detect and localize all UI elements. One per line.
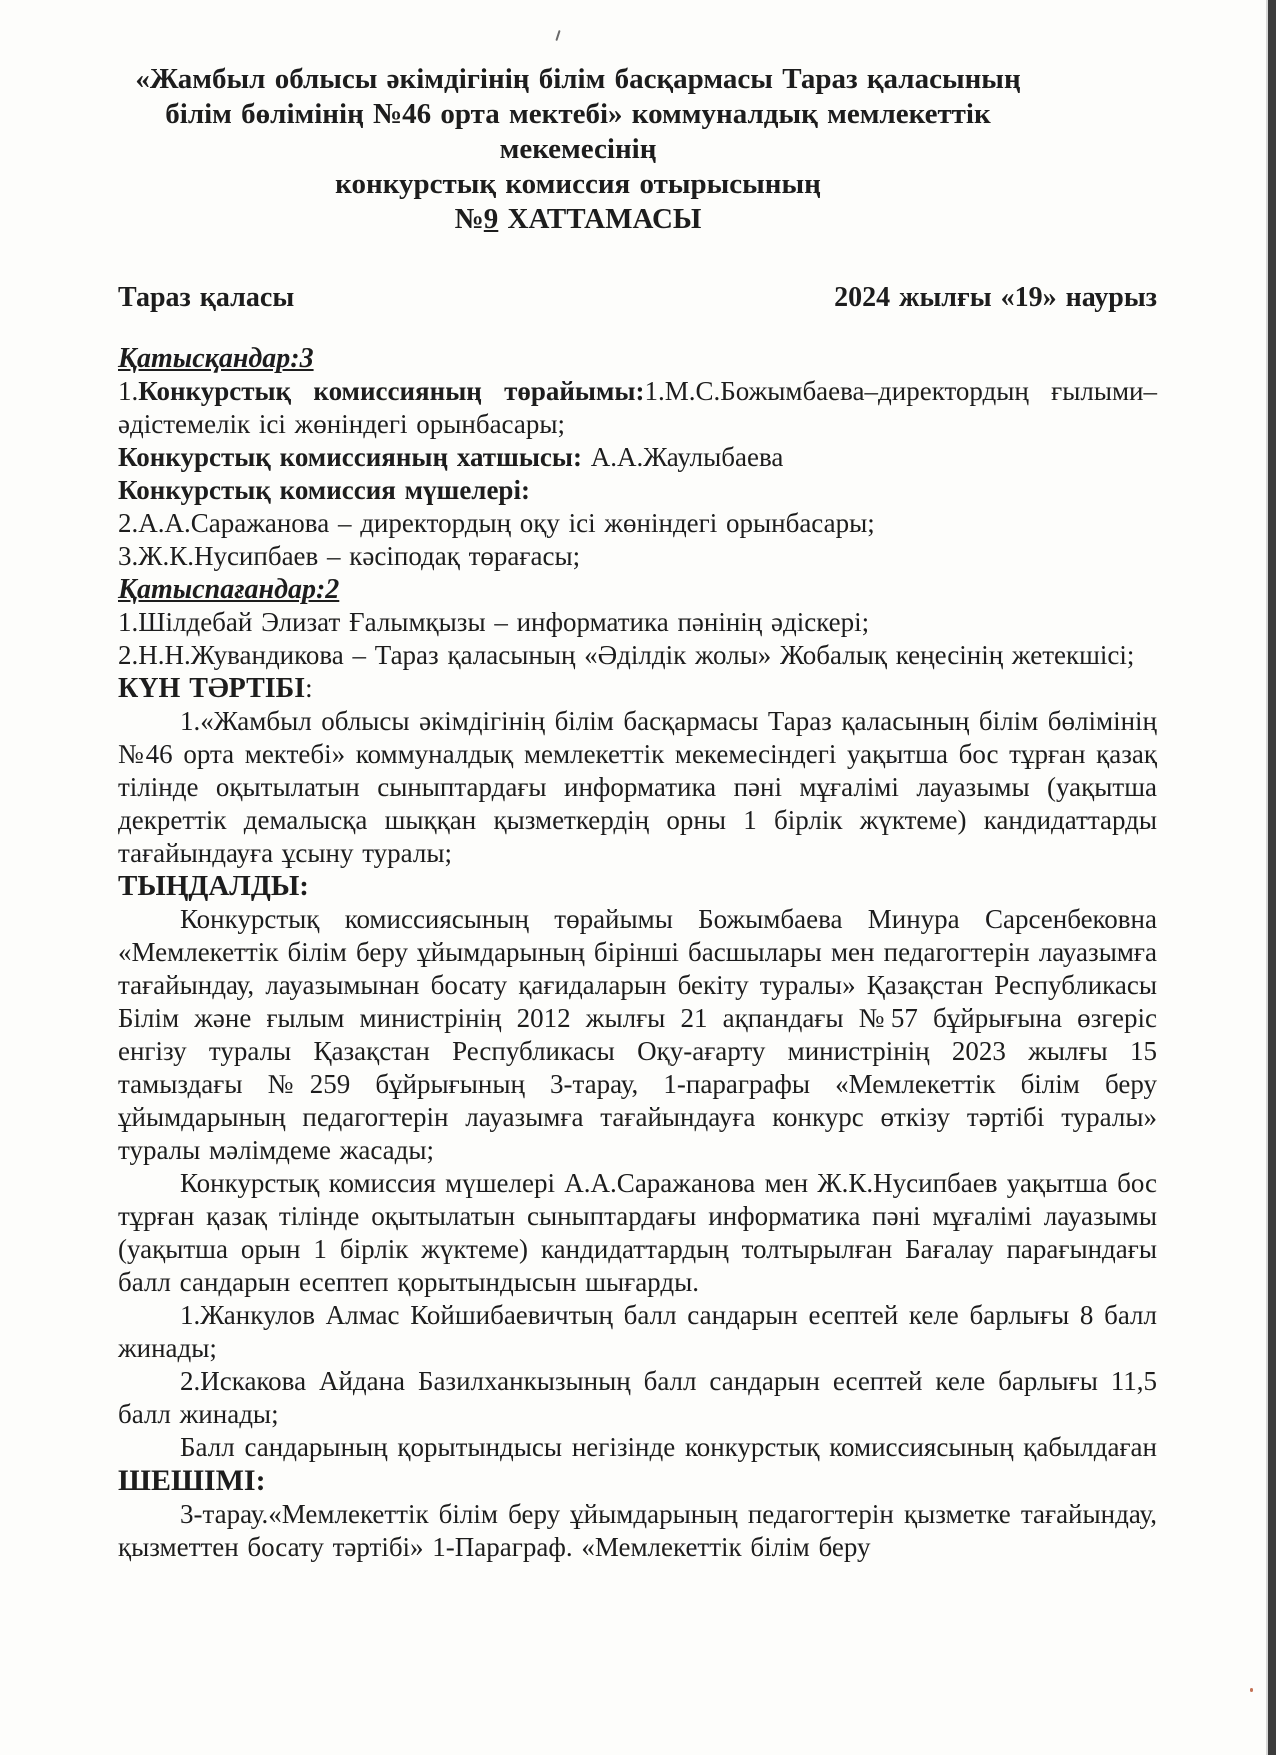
document-content (118, 62, 1157, 1564)
heard-paragraph-2: Конкурстық комиссия мүшелері А.А.Саражанова мен Ж.К.Нусипбаев уақытша бос тұрған қазақ тілінде оқытылатын сыныптардағы информатика пәні мұғалімі лауазымы (уақытша орын 1 бірлік жүктеме) кандидаттардың толтырылған Бағалау парағындағы балл сандарын есептеп қорытындысын шығарды. (118, 1168, 1157, 1297)
place-date-row (118, 281, 1157, 314)
scan-speck-top (555, 30, 560, 41)
document-title (118, 62, 1038, 237)
members-heading-line (118, 474, 1157, 507)
agenda-heading-colon: : (305, 673, 313, 703)
protocol-word: ХАТТАМАСЫ (498, 203, 702, 235)
scan-edge-strip (1268, 0, 1276, 1755)
scan-speck-bottom (1250, 1688, 1253, 1692)
heard-heading: ТЫҢДАЛДЫ: (118, 870, 309, 902)
heard-paragraph-1: Конкурстық комиссиясының төрайымы Божымбаева Минура Сарсенбековна «Мемлекеттік білім беру ұйымдарының бірінші басшылары мен педагогтерін лауазымға тағайындау, лауазымынан босату қағидаларын бекіту туралы» Қазақстан Республикасы Білім және ғылым министрінің 2012 жылғы 21 ақпандағы №57 бұйрығына өзгеріс енгізу туралы Қазақстан Республикасы Оқу-ағарту министрінің 2023 жылғы 15 тамыздағы №259 бұйрығының 3-тарау, 1-параграфы «Мемлекеттік білім беру ұйымдарының педагогтерін лауазымға тағайындауға конкурс өткізу тәртібі туралы» туралы мәлімдеме жасады; (118, 904, 1157, 1165)
title-line-3: конкурстық комиссия отырысының (335, 168, 821, 200)
chair-label: Конкурстық комиссияның төрайымы: (138, 376, 645, 406)
agenda-heading: КҮН ТӘРТІБІ (118, 673, 306, 704)
member-2-line: 2.А.А.Саражанова – директордың оқу ісі жөніндегі орынбасары; (118, 508, 875, 538)
decision-paragraph: 3-тарау.«Мемлекеттік білім беру ұйымдарының педагогтерін қызметке тағайындау, қызметтен босату тәртібі» 1-Параграф. «Мемлекеттік білім беру (118, 1499, 1157, 1562)
chair-value: 1.М.С.Божымбаева–директордың ғылыми–әдістемелік ісі жөніндегі орынбасары; (118, 376, 1157, 439)
secretary-label: Конкурстық комиссияның хатшысы: (118, 442, 582, 472)
protocol-number: 9 (483, 203, 499, 235)
score-result-2: 2.Искакова Айдана Базилханкызының балл сандарын есептей келе барлығы 11,5 балл жинады; (118, 1366, 1157, 1429)
participants-heading-line (118, 342, 1157, 375)
score-result-1: 1.Жанкулов Алмас Койшибаевичтың балл сандарын есептей келе барлығы 8 балл жинады; (118, 1300, 1157, 1363)
decision-word: ШЕШІМІ: (118, 1464, 266, 1497)
secretary-line (118, 441, 1157, 474)
absent-item-2: 2.Н.Н.Жувандикова – Тараз қаласының «Әділдік жолы» Жобалық кеңесінің жетекшісі; (118, 640, 1135, 670)
members-label: Конкурстық комиссия мүшелері: (118, 475, 530, 505)
absent-item-1: 1.Шілдебай Элизат Ғалымқызы – информатика пәнінің әдіскері; (118, 607, 870, 637)
agenda-item-1: 1.«Жамбыл облысы әкімдігінің білім басқармасы Тараз қаласының білім бөлімінің №46 орта мектебі» коммуналдық мемлекеттік мекемесіндегі уақытша бос тұрған қазақ тілінде оқытылатын сыныптардағы информатика пәні мұғалімі лауазымы (уақытша декреттік демалысқа шыққан қызметкердің орны 1 бірлік жүктеме) кандидаттарды тағайындауға ұсыну туралы; (118, 706, 1157, 868)
title-line-1: «Жамбыл облысы әкімдігінің білім басқармасы Тараз қаласының (135, 63, 1021, 95)
decision-intro-line (118, 1431, 1157, 1498)
absent-heading-line (118, 573, 1157, 606)
heard-heading-line (118, 870, 1157, 903)
protocol-number-line (118, 202, 1038, 237)
chair-line (118, 375, 1157, 441)
chair-prefix: 1. (118, 376, 139, 406)
absent-heading: Қатыспағандар:2 (118, 574, 340, 605)
secretary-value: А.А.Жаулыбаева (581, 442, 784, 472)
member-3-line: 3.Ж.К.Нусипбаев – кәсіподақ төрағасы; (118, 541, 581, 571)
protocol-prefix: № (454, 203, 484, 235)
date-label: 2024 жылғы «19» наурыз (834, 282, 1157, 313)
agenda-heading-line (118, 672, 1157, 705)
place-label: Тараз қаласы (118, 282, 295, 313)
decision-intro: Балл сандарының қорытындысы негізінде конкурстық комиссиясының қабылдаған (180, 1432, 1157, 1462)
participants-heading: Қатысқандар:3 (118, 343, 314, 374)
title-line-2: білім бөлімінің №46 орта мектебі» коммуналдық мемлекеттік мекемесінің (165, 98, 991, 165)
